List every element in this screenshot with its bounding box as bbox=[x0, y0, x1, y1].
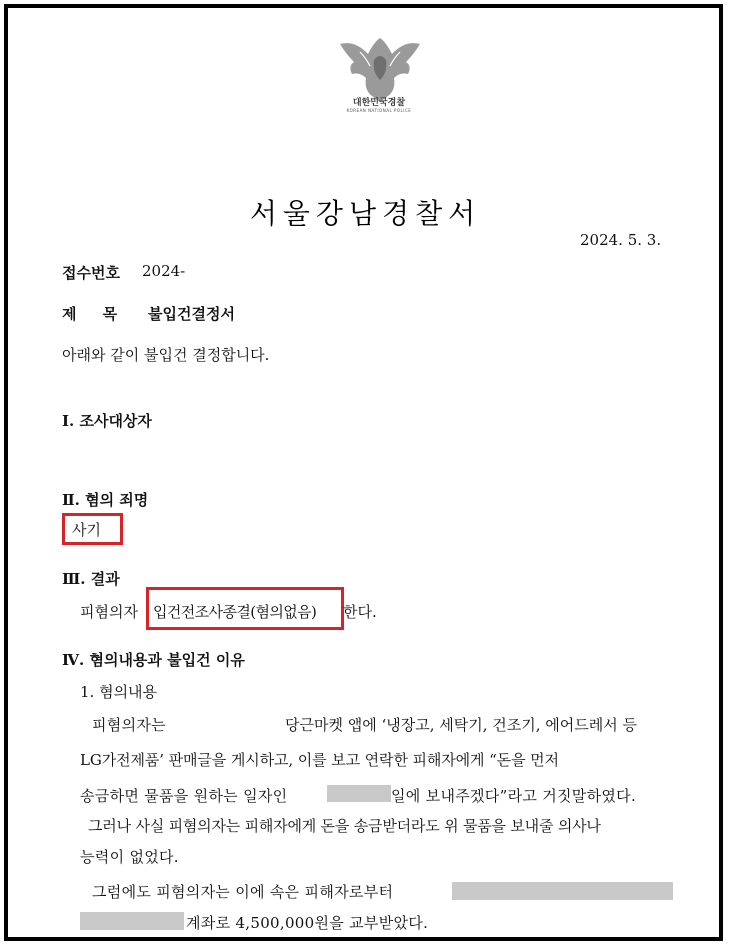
section-1-heading: Ⅰ. 조사대상자 bbox=[62, 412, 152, 430]
paragraph-1-line-3b: 일에 보내주겠다”라고 거짓말하였다. bbox=[391, 787, 637, 805]
redacted-date bbox=[327, 785, 391, 802]
reception-value: 2024- bbox=[142, 262, 186, 280]
emblem-subcaption: KOREAN NATIONAL POLICE bbox=[346, 108, 412, 113]
subsection-1-heading: 1. 혐의내용 bbox=[80, 683, 158, 701]
document-title: 서울강남경찰서 bbox=[249, 197, 482, 230]
result-suffix: 한다. bbox=[343, 603, 377, 621]
paragraph-2-line-2: 능력이 없었다. bbox=[80, 848, 179, 866]
section-3-heading: Ⅲ. 결과 bbox=[62, 570, 120, 588]
charge-value: 사기 bbox=[72, 521, 101, 539]
paragraph-2-line-1: 그러나 사실 피혐의자는 피해자에게 돈을 송금받더라도 위 물품을 보내줄 의사나 bbox=[88, 817, 601, 835]
paragraph-3-line-1: 그럼에도 피혐의자는 이에 속은 피해자로부터 bbox=[92, 883, 394, 901]
intro-text: 아래와 같이 불입건 결정합니다. bbox=[62, 346, 270, 364]
subject-value: 불입건결정서 bbox=[148, 305, 235, 323]
paragraph-1-line-3a: 송금하면 물품을 원하는 일자인 bbox=[80, 787, 288, 805]
reception-label: 접수번호 bbox=[62, 264, 120, 282]
redacted-account-2 bbox=[80, 912, 184, 930]
paragraph-1-line-1b: 당근마켓 앱에 ‘냉장고, 세탁기, 건조기, 에어드레서 등 bbox=[285, 716, 637, 734]
paragraph-3-line-2: 계좌로 4,500,000원을 교부받았다. bbox=[186, 914, 429, 932]
subject-label: 제 목 bbox=[62, 305, 118, 323]
section-2-heading: Ⅱ. 혐의 죄명 bbox=[62, 491, 149, 509]
paragraph-1-line-1a: 피혐의자는 bbox=[92, 716, 166, 734]
result-value: 입건전조사종결(혐의없음) bbox=[153, 603, 317, 621]
emblem-caption: 대한민국경찰 bbox=[352, 98, 406, 108]
paragraph-1-line-2: LG가전제품’ 판매글을 게시하고, 이를 보고 연락한 피해자에게 “돈을 먼저 bbox=[80, 751, 559, 769]
result-prefix: 피혐의자 bbox=[80, 603, 138, 621]
document-date: 2024. 5. 3. bbox=[580, 231, 662, 249]
section-4-heading: Ⅳ. 혐의내용과 불입건 이유 bbox=[62, 651, 245, 669]
redacted-account-1 bbox=[452, 882, 673, 900]
